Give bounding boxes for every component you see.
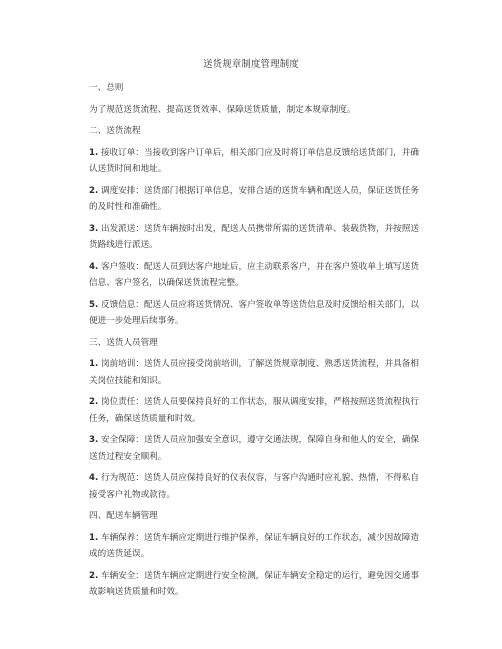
paragraph-text: 车辆安全：送货车辆应定期进行安全检测，保证车辆安全稳定的运行，避免因交通事故影响送货质量和时效。 <box>89 570 419 597</box>
paragraph <box>89 183 425 216</box>
section-heading: 一、总则 <box>89 83 124 93</box>
paragraph <box>89 297 425 330</box>
section-heading: 三、送货人员管理 <box>89 337 158 348</box>
paragraph <box>89 530 425 563</box>
paragraph-text: 反馈信息：配送人员应将送货情况、客户签收单等送货信息及时反馈给相关部门，以便进一步处理后续事务。 <box>89 299 419 326</box>
item-number: 5. <box>89 299 99 310</box>
item-number: 1. <box>89 532 99 543</box>
item-number: 4. <box>89 261 99 272</box>
paragraph-text: 出发派送：送货车辆按时出发，配送人员携带所需的送货清单、装载货物，并按照送货路线进行派送。 <box>89 223 419 250</box>
paragraph <box>89 568 425 601</box>
paragraph <box>89 259 425 292</box>
paragraph <box>89 470 425 503</box>
paragraph <box>89 394 425 427</box>
item-number: 2. <box>89 185 99 196</box>
item-number: 2. <box>89 570 99 581</box>
paragraph-text: 行为规范：送货人员应保持良好的仪表仪容，与客户沟通时应礼貌、热情，不得私自接受客户礼物或款待。 <box>89 473 419 500</box>
item-number: 1. <box>89 359 99 369</box>
item-number: 1. <box>89 147 99 158</box>
paragraph <box>89 356 425 389</box>
document-body <box>89 80 425 606</box>
paragraph-text: 接收订单：当接收到客户订单后，相关部门应及时将订单信息反馈给送货部门，并确认送货时间和地址。 <box>89 147 419 174</box>
item-number: 3. <box>89 223 99 234</box>
paragraph <box>89 102 425 119</box>
paragraph-text: 岗位责任：送货人员要保持良好的工作状态，服从调度安排，严格按照送货流程执行任务，确保送货质量和时效。 <box>89 397 419 424</box>
document-title: 送货规章制度管理制度 <box>203 59 299 70</box>
section-heading: 四、配送车辆管理 <box>89 511 158 521</box>
section-heading: 二、送货流程 <box>89 126 141 136</box>
paragraph-text: 为了规范送货流程、提高送货效率、保障送货质量，制定本规章制度。 <box>89 104 356 115</box>
paragraph <box>89 145 425 178</box>
item-number: 3. <box>89 435 99 445</box>
paragraph-text: 岗前培训：送货人员应接受岗前培训，了解送货规章制度、熟悉送货流程，并具备相关岗位技能和知识。 <box>89 359 419 386</box>
paragraph <box>89 221 425 254</box>
paragraph-text: 调度安排：送货部门根据订单信息，安排合适的送货车辆和配送人员，保证送货任务的及时性和准确性。 <box>89 185 419 212</box>
item-number: 2. <box>89 397 99 407</box>
paragraph-text: 安全保障：送货人员应加强安全意识，遵守交通法规，保障自身和他人的安全，确保送货过程安全顺利。 <box>89 435 419 462</box>
paragraph-text: 车辆保养：送货车辆应定期进行维护保养，保证车辆良好的工作状态，减少因故障造成的送货延误。 <box>89 532 419 559</box>
item-number: 4. <box>89 473 99 483</box>
paragraph-text: 客户签收：配送人员到达客户地址后，应主动联系客户，并在客户签收单上填写送货信息、客户签名，以确保送货流程完整。 <box>89 261 419 288</box>
paragraph <box>89 432 425 465</box>
